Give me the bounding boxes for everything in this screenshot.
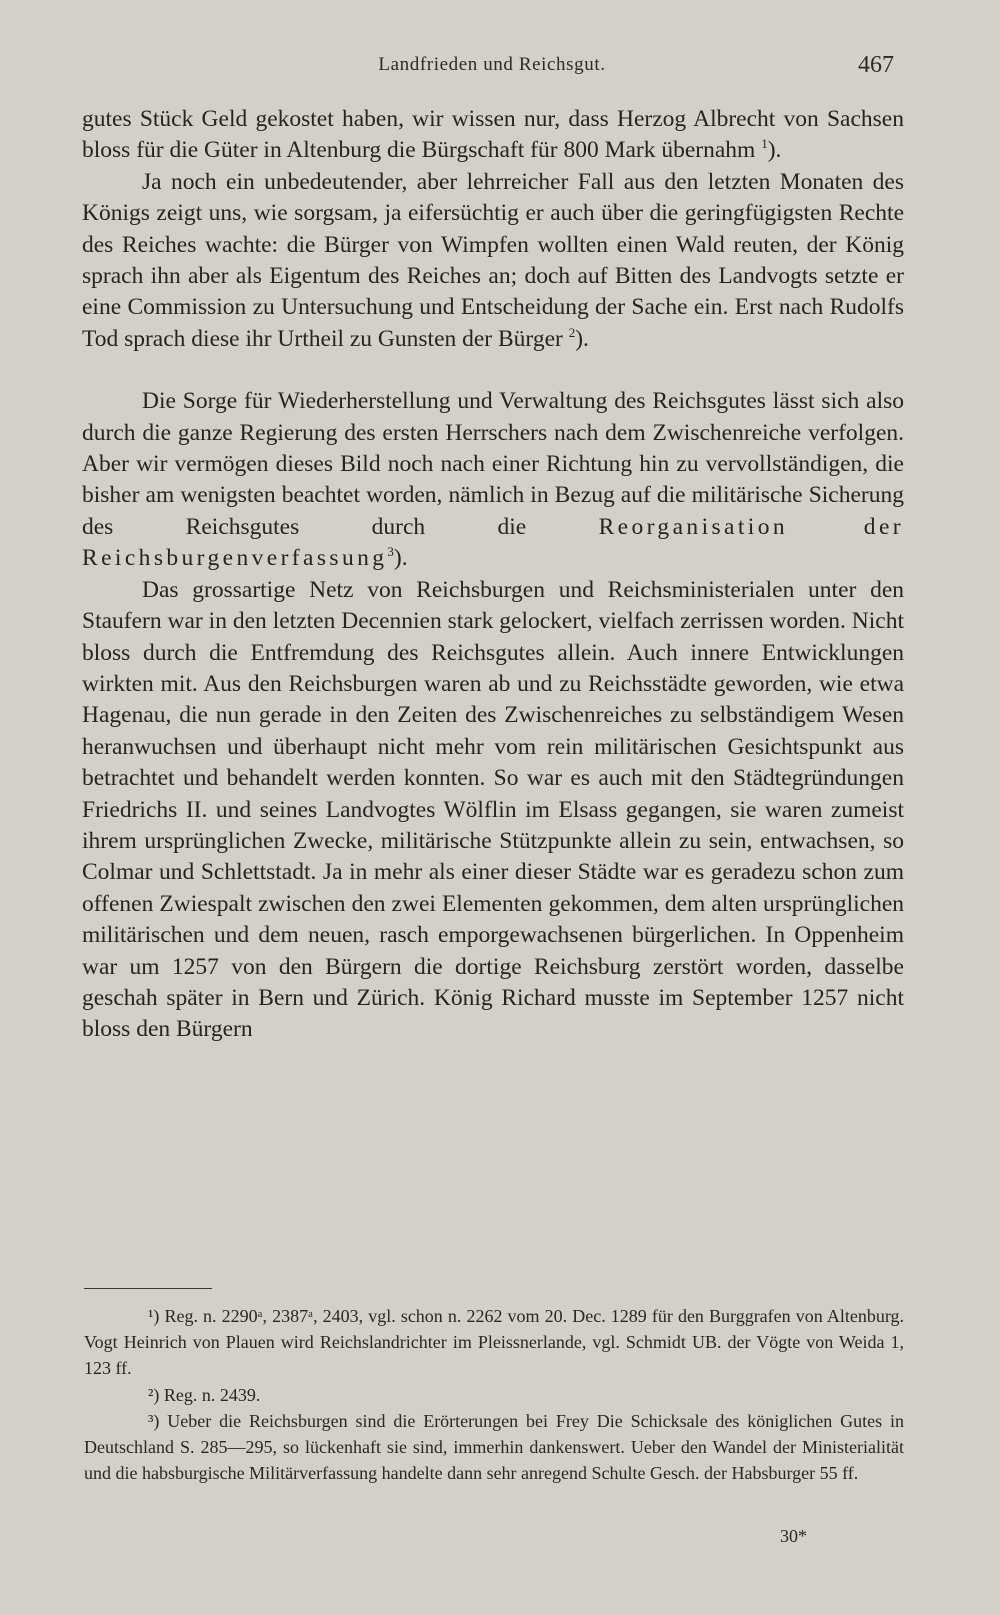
paragraph-4: Das grossartige Netz von Reichsburgen und Reichsministerialen unter den Staufern war in den letzten Decennien stark gelockert, vielfach zerrissen worden. Nicht bloss durch die Entfremdung des Reichsgutes allein. Auch innere Entwicklungen wirkten mit. Aus den Reichsburgen waren ab und zu Reichsstädte geworden, wie etwa Hagenau, die nun gerade in den Zeiten des Zwischenreiches zu selbständigem Wesen heranwuchsen und überhaupt nicht mehr vom rein militärischen Gesichtspunkt aus betrachtet und behandelt werden konnten. So war es auch mit den Städtegründungen Friedrichs II. und seines Landvogtes Wölflin im Elsass gegangen, sie waren zumeist ihrem ursprünglichen Zwecke, militärische Stützpunkte allein zu sein, entwachsen, so Colmar und Schlettstadt. Ja in mehr als einer dieser Städte war es geradezu schon zum offenen Zwiespalt zwischen den zwei Elementen gekommen, dem alten ursprünglichen militärischen und dem neuen, rasch emporgewachsenen bürgerlichen. In Oppenheim war um 1257 von den Bürgern die dortige Reichsburg zerstört worden, dasselbe geschah später in Bern und Zürich. König Richard musste im September 1257 nicht bloss den Bürgern (82, 576, 904, 1043)
paragraph-3-end: ). (393, 545, 408, 572)
paragraph-1 (82, 104, 904, 167)
paragraph-1-text: gutes Stück Geld gekostet haben, wir wissen nur, dass Herzog Albrecht von Sachsen bloss für die Güter in Altenburg die Bürgschaft für 800 Mark übernahm (82, 106, 904, 164)
footnote-2: ²) Reg. n. 2439. (148, 1384, 261, 1405)
emphasized-phrase: Reorganisation der Reichsburgenverfassung (82, 513, 904, 572)
paragraph-3-text: Die Sorge für Wiederherstellung und Verwaltung des Reichsgutes lässt sich also durch die ganze Regierung des ersten Herrschers nach dem Zwischenreiche verfolgen. Aber wir vermögen dieses Bild noch nach einer Richtung hin zu vervollständigen, die bisher am wenigsten beachtet worden, nämlich in Bezug auf die militärische Sicherung des Reichsgutes durch die (82, 388, 904, 540)
footnote-rule (84, 1288, 212, 1289)
paragraph-2 (82, 167, 904, 355)
paragraph-2-end: ). (575, 325, 589, 352)
paragraph-3 (82, 386, 904, 574)
paragraph-1-end: ). (767, 137, 782, 164)
body-text (82, 104, 904, 1046)
printer-signature: 30* (780, 1526, 807, 1546)
running-title: Landfrieden und Reichsgut. (378, 54, 606, 75)
footnotes (84, 1303, 904, 1486)
footnote-ref-2: 2 (568, 325, 576, 341)
page-header (84, 52, 900, 84)
footnote-ref-1: 1 (761, 136, 768, 152)
footnote-ref-3: 3 (387, 544, 394, 560)
footnote-3: ³) Ueber die Reichsburgen sind die Erörterungen bei Frey Die Schicksale des königlichen Gutes in Deutschland S. 285—295, so lückenhaft sie sind, immerhin dankenswert. Ueber den Wandel der Ministerialität und die habsburgische Militärverfassung handelte dann sehr anregend Schulte Gesch. der Habsburger 55 ff. (84, 1410, 904, 1484)
page-number: 467 (858, 52, 894, 78)
paragraph-2-text: Ja noch ein unbedeutender, aber lehrreicher Fall aus den letzten Monaten des Königs zeigt uns, wie sorgsam, ja eifersüchtig er auch über die geringfügigsten Rechte des Reiches wachte: die Bürger von Wimpfen wollten einen Wald reuten, der König sprach ihn aber als Eigentum des Reiches an; doch auf Bitten des Landvogts setzte er eine Commission zu Untersuchung und Entscheidung der Sache ein. Erst nach Rudolfs Tod sprach diese ihr Urtheil zu Gunsten der Bürger (82, 168, 904, 352)
footnote-1: ¹) Reg. n. 2290ᵃ, 2387ᵃ, 2403, vgl. schon n. 2262 vom 20. Dec. 1289 für den Burggrafen von Altenburg. Vogt Heinrich von Plauen wird Reichslandrichter im Pleissnerlande, vgl. Schmidt UB. der Vögte von Weida 1, 123 ff. (84, 1306, 904, 1379)
